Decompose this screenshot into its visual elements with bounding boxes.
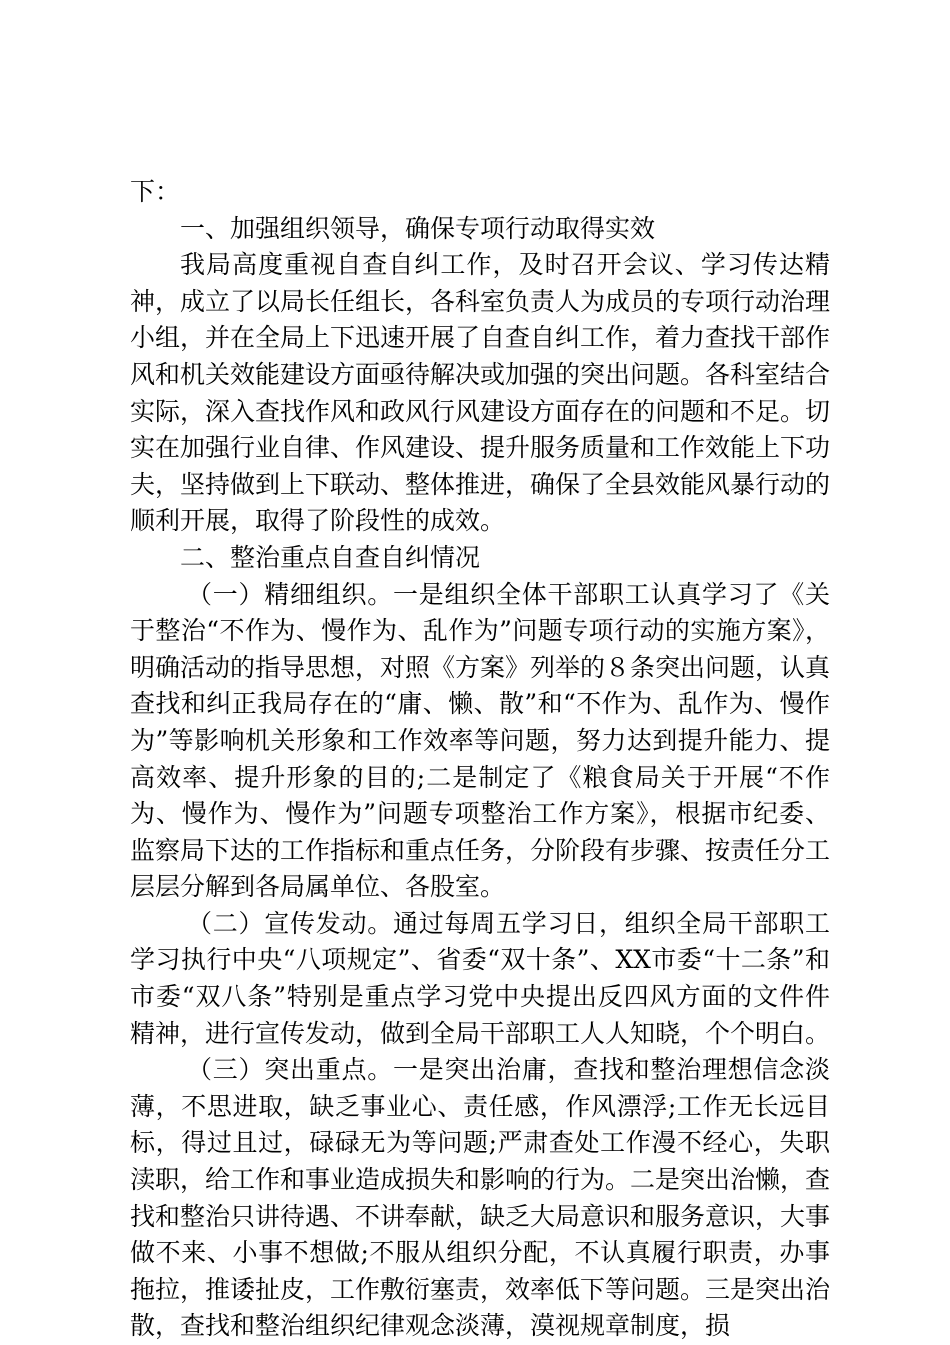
paragraph-body: 我局高度重视自查自纠工作，及时召开会议、学习传达精神，成立了以局长任组长，各科室负责人为成员的专项行动治理小组，并在全局上下迅速开展了自查自纠工作，着力查找干部作风和机关效能建设方面亟待解决或加强的突出问题。各科室结合实际，深入查找作风和政风行风建设方面存在的问题和不足。切实在加强行业自律、作风建设、提升服务质量和工作效能上下功夫，坚持做到上下联动、整体推进，确保了全县效能风暴行动的顺利开展，取得了阶段性的成效。 xyxy=(130,250,831,536)
section-heading-2: 二、整治重点自查自纠情况 xyxy=(180,542,481,572)
subsection-paragraph-2: （二）宣传发动。通过每周五学习日，组织全局干部职工学习执行中央“八项规定”、省委“双十条”、XX市委“十二条”和市委“双八条”特别是重点学习党中央提出反四风方面的文件件精神，进行宣传发动，做到全局干部职工人人知晓，个个明白。 xyxy=(130,908,831,1048)
section-heading-1: 一、加强组织领导，确保专项行动取得实效 xyxy=(180,213,656,243)
subsection-paragraph-1: （一）精细组织。一是组织全体干部职工认真学习了《关于整治“不作为、慢作为、乱作为”问题专项行动的实施方案》，明确活动的指导思想，对照《方案》列举的８条突出问题，认真查找和纠正我局存在的“庸、懒、散”和“不作为、乱作为、慢作为”等影响机关形象和工作效率等问题，努力达到提升能力、提高效率、提升形象的目的;二是制定了《粮食局关于开展“不作为、慢作为、慢作为”问题专项整治工作方案》，根据市纪委、监察局下达的工作指标和重点任务，分阶段有步骤、按责任分工层层分解到各局属单位、各股室。 xyxy=(130,579,831,902)
subsection-paragraph-3: （三）突出重点。一是突出治庸，查找和整治理想信念淡薄，不思进取，缺乏事业心、责任感，作风漂浮;工作无长远目标，得过且过，碌碌无为等问题;严肃查处工作漫不经心，失职渎职，给工作和事业造成损失和影响的行为。二是突出治懒，查找和整治只讲待遇、不讲奉献，缺乏大局意识和服务意识，大事做不来、小事不想做;不服从组织分配，不认真履行职责，办事拖拉，推诿扯皮，工作敷衍塞责，效率低下等问题。三是突出治散，查找和整治组织纪律观念淡薄，漠视规章制度，损 xyxy=(130,1055,831,1341)
document-page xyxy=(130,174,830,1345)
paragraph-continuation: 下： xyxy=(130,177,181,206)
